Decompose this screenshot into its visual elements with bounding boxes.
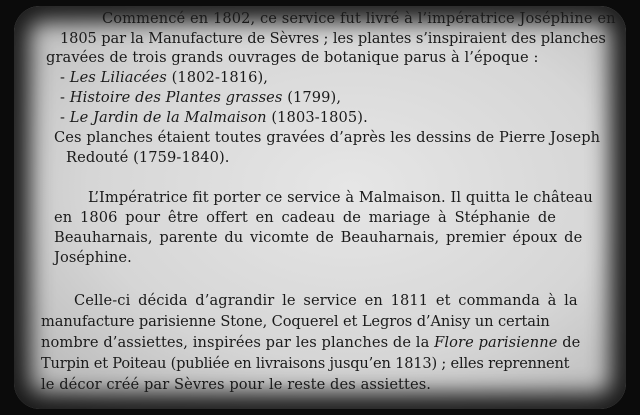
p1-line-2: 1805 par la Manufacture de Sèvres ; les plantes s’inspiraient des planches — [60, 30, 606, 47]
list-item-3: - Le Jardin de la Malmaison (1803-1805). — [60, 109, 368, 126]
p1-line-3: gravées de trois grands ouvrages de botanique parus à l’époque : — [46, 49, 539, 66]
p2-line-3: Beauharnais, parente du vicomte de Beauharnais, premier époux de — [54, 229, 583, 246]
p3-line-5: le décor créé par Sèvres pour le reste des assiettes. — [41, 376, 432, 393]
p3-line-3: nombre d’assiettes, inspirées par les planches de la Flore parisienne de — [41, 334, 581, 351]
p3-line-4: Turpin et Poiteau (publiée en livraisons jusqu’en 1813) ; elles reprennent — [41, 355, 570, 372]
p1-after-line-1: Ces planches étaient toutes gravées d’après les dessins de Pierre Joseph — [54, 129, 601, 146]
list-item-1: - Les Liliacées (1802-1816), — [60, 69, 269, 86]
p2-line-1: L’Impératrice fit porter ce service à Malmaison. Il quitta le château — [88, 189, 593, 206]
p2-line-2: en 1806 pour être offert en cadeau de mariage à Stéphanie de — [54, 209, 557, 226]
p3-line-1: Celle-ci décida d’agrandir le service en 1811 et commanda à la — [74, 292, 578, 309]
p1-after-line-2: Redouté (1759-1840). — [66, 149, 230, 166]
list-item-2: - Histoire des Plantes grasses (1799), — [60, 89, 342, 106]
p3-line-2: manufacture parisienne Stone, Coquerel et Legros d’Anisy un certain — [41, 313, 550, 330]
p2-line-4: Joséphine. — [54, 249, 132, 266]
document-page — [14, 6, 626, 409]
p1-line-1: Commencé en 1802, ce service fut livré à l’impératrice Joséphine en — [102, 10, 616, 27]
